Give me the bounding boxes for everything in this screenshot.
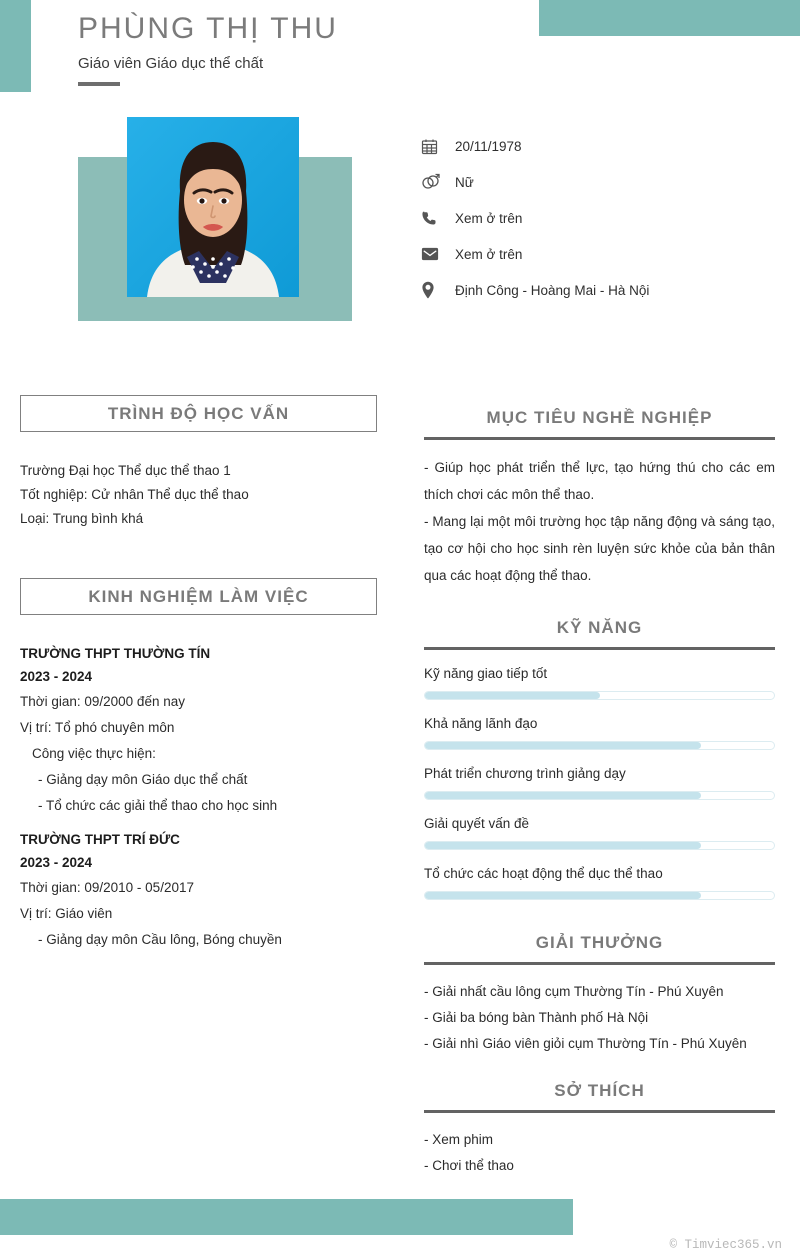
award-item: - Giải nhì Giáo viên giỏi cụm Thường Tín - Phú Xuyên <box>424 1036 747 1051</box>
skill-label: Kỹ năng giao tiếp tốt <box>424 666 548 681</box>
education-line: Tốt nghiệp: Cử nhân Thể dục thể thao <box>20 487 249 502</box>
job-task: - Tổ chức các giải thể thao cho học sinh <box>38 798 278 813</box>
section-heading-skills: KỸ NĂNG <box>424 618 775 650</box>
skill-item <box>424 816 775 850</box>
job-company: TRƯỜNG THPT TRÍ ĐỨC <box>20 832 180 847</box>
skill-item <box>424 716 775 750</box>
contact-value: Nữ <box>455 174 474 190</box>
job-task: - Giảng dạy môn Giáo dục thể chất <box>38 772 248 787</box>
contact-value: Định Công - Hoàng Mai - Hà Nội <box>455 282 650 298</box>
section-heading-objective: MỤC TIÊU NGHỀ NGHIỆP <box>424 408 775 440</box>
section-heading-education: TRÌNH ĐỘ HỌC VẤN <box>20 395 377 432</box>
job-position: Vị trí: Tổ phó chuyên môn <box>20 720 175 735</box>
section-heading-experience: KINH NGHIỆM LÀM VIỆC <box>20 578 377 615</box>
experience-job <box>20 642 400 819</box>
contact-item-gender <box>421 164 781 200</box>
contact-item-birthdate <box>421 128 781 164</box>
skill-progress-track <box>424 891 775 900</box>
job-period: Thời gian: 09/2010 - 05/2017 <box>20 880 194 895</box>
experience-job <box>20 828 400 953</box>
contact-item-address <box>421 272 781 308</box>
skill-label: Giải quyết vấn đề <box>424 816 530 831</box>
skill-progress-fill <box>425 842 701 849</box>
calendar-icon <box>421 138 455 155</box>
job-period: Thời gian: 09/2000 đến nay <box>20 694 185 709</box>
skill-label: Khả năng lãnh đạo <box>424 716 538 731</box>
objective-paragraph: - Mang lại một môi trường học tập năng động và sáng tạo, tạo cơ hội cho học sinh rèn luyện sức khỏe của bản thân qua các hoạt động thể thao. <box>424 514 775 583</box>
job-company: TRƯỜNG THPT THƯỜNG TÍN <box>20 646 211 661</box>
title-underline <box>78 82 120 86</box>
job-tasks-label: Công việc thực hiện: <box>32 746 156 761</box>
contact-item-phone <box>421 200 781 236</box>
award-item: - Giải nhất cầu lông cụm Thường Tín - Phú Xuyên <box>424 984 724 999</box>
skill-label: Tổ chức các hoạt động thể dục thể thao <box>424 866 663 881</box>
section-heading-hobbies: SỞ THÍCH <box>424 1081 775 1113</box>
email-icon <box>421 247 455 261</box>
location-pin-icon <box>421 281 455 299</box>
skill-progress-fill <box>425 892 701 899</box>
section-heading-awards: GIẢI THƯỞNG <box>424 933 775 965</box>
contact-value: Xem ở trên <box>455 210 523 226</box>
skill-progress-fill <box>425 742 701 749</box>
job-task: - Giảng dạy môn Cầu lông, Bóng chuyền <box>38 932 282 947</box>
decor-left-teal-bar <box>0 0 31 92</box>
award-item: - Giải ba bóng bàn Thành phố Hà Nội <box>424 1010 649 1025</box>
contact-item-email <box>421 236 781 272</box>
skill-item <box>424 766 775 800</box>
hobby-item: - Xem phim <box>424 1132 494 1147</box>
objective-paragraph: - Giúp học phát triển thể lực, tạo hứng thú cho các em thích chơi các môn thể thao. <box>424 460 775 502</box>
job-position: Vị trí: Giáo viên <box>20 906 113 921</box>
contact-info-list <box>421 128 781 308</box>
skill-progress-fill <box>425 692 600 699</box>
skill-item <box>424 666 775 700</box>
candidate-job-title: Giáo viên Giáo dục thể chất <box>78 55 264 72</box>
gender-icon <box>421 173 455 191</box>
education-body <box>20 459 390 531</box>
job-years: 2023 - 2024 <box>20 669 93 684</box>
skill-progress-track <box>424 741 775 750</box>
candidate-name: PHÙNG THỊ THU <box>78 12 338 45</box>
experience-spacer <box>20 819 400 828</box>
section-hobbies <box>424 1081 775 1179</box>
job-years: 2023 - 2024 <box>20 855 93 870</box>
section-skills <box>424 618 775 916</box>
candidate-photo <box>127 117 299 297</box>
phone-icon <box>421 210 455 226</box>
decor-footer-teal-bar <box>0 1199 573 1235</box>
skill-item <box>424 866 775 900</box>
skills-list <box>424 666 775 900</box>
decor-top-right-teal-block <box>539 0 800 36</box>
awards-list <box>424 979 775 1057</box>
hobbies-list <box>424 1127 775 1179</box>
education-line: Loại: Trung bình khá <box>20 511 144 526</box>
experience-body <box>20 642 400 953</box>
section-awards <box>424 933 775 1057</box>
contact-value: 20/11/1978 <box>455 138 522 154</box>
skill-label: Phát triển chương trình giảng dạy <box>424 766 626 781</box>
section-objective <box>424 408 775 589</box>
contact-value: Xem ở trên <box>455 246 523 262</box>
skill-progress-track <box>424 691 775 700</box>
skill-progress-track <box>424 841 775 850</box>
skill-progress-fill <box>425 792 701 799</box>
skill-progress-track <box>424 791 775 800</box>
site-watermark: © Timviec365.vn <box>669 1238 782 1252</box>
education-line: Trường Đại học Thể dục thể thao 1 <box>20 463 231 478</box>
hobby-item: - Chơi thể thao <box>424 1158 514 1173</box>
